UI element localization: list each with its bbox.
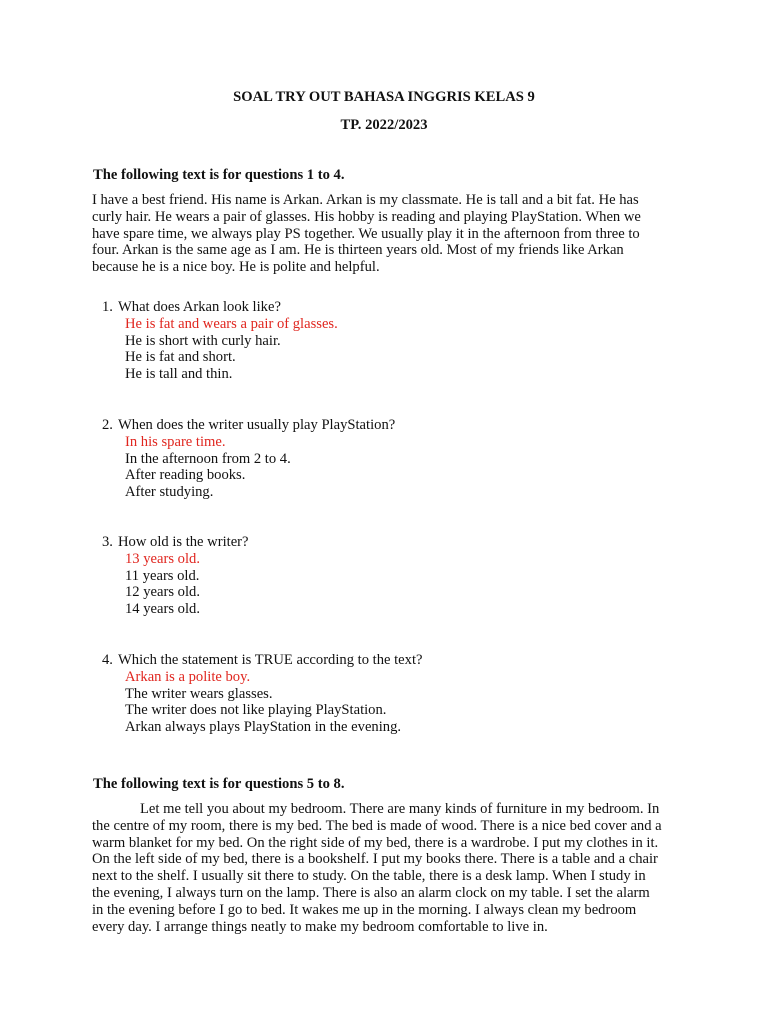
section1-heading: The following text is for questions 1 to 4. — [93, 167, 345, 183]
passage-line: Let me tell you about my bedroom. There are many kinds of furniture in my bedroom. In — [140, 801, 660, 817]
question-2 — [102, 417, 395, 501]
answer-option-correct: 13 years old. — [125, 550, 200, 567]
passage-line: I have a best friend. His name is Arkan. Arkan is my classmate. He is tall and a bit fat. He has — [92, 192, 639, 208]
answer-option: 11 years old. — [125, 567, 200, 584]
passage-line: have spare time, we always play PS together. We usually play it in the afternoon from three to — [92, 225, 640, 242]
passage-line: curly hair. He wears a pair of glasses. His hobby is reading and playing PlayStation. When we — [92, 208, 641, 225]
answer-option: 12 years old. — [125, 584, 200, 601]
answer-option-correct: Arkan is a polite boy. — [125, 668, 251, 685]
answer-option: The writer does not like playing PlayStation. — [125, 702, 387, 719]
question-4 — [102, 652, 423, 736]
question-text: When does the writer usually play PlayStation? — [118, 417, 396, 433]
passage-line: the evening, I always turn on the lamp. There is also an alarm clock on my table. I set the alarm — [92, 884, 650, 901]
question-text: Which the statement is TRUE according to the text? — [118, 652, 423, 668]
answer-option-correct: He is fat and wears a pair of glasses. — [125, 315, 338, 332]
passage-line: the centre of my room, there is my bed. The bed is made of wood. There is a nice bed cover and a — [92, 817, 662, 834]
passage-line: On the left side of my bed, there is a bookshelf. I put my books there. There is a table and a chair — [92, 851, 658, 868]
reading-passage-1 — [92, 192, 712, 276]
question-1 — [102, 299, 338, 383]
answer-option: 14 years old. — [125, 601, 200, 618]
answer-option: He is short with curly hair. — [125, 332, 281, 349]
document-title: SOAL TRY OUT BAHASA INGGRIS KELAS 9 — [233, 89, 535, 105]
answer-option: After reading books. — [125, 467, 246, 484]
answer-option-correct: In his spare time. — [125, 433, 226, 450]
answer-option: In the afternoon from 2 to 4. — [125, 450, 291, 467]
passage-line: because he is a nice boy. He is polite and helpful. — [92, 259, 380, 276]
passage-line: every day. I arrange things neatly to make my bedroom comfortable to live in. — [92, 918, 548, 935]
section2-heading: The following text is for questions 5 to 8. — [93, 776, 345, 792]
passage-line: next to the shelf. I usually sit there to study. On the table, there is a desk lamp. When I study in — [92, 868, 646, 885]
question-number: 3. — [102, 534, 113, 550]
answer-option: The writer wears glasses. — [125, 685, 273, 702]
answer-option: Arkan always plays PlayStation in the evening. — [125, 719, 402, 736]
passage-line: four. Arkan is the same age as I am. He is thirteen years old. Most of my friends like Arkan — [92, 242, 624, 259]
answer-option: After studying. — [125, 484, 214, 501]
question-text: What does Arkan look like? — [118, 299, 281, 315]
question-number: 2. — [102, 417, 113, 433]
answer-option: He is fat and short. — [125, 349, 236, 366]
reading-passage-2 — [92, 801, 712, 935]
question-text: How old is the writer? — [118, 534, 249, 550]
question-3 — [102, 534, 249, 618]
answer-option: He is tall and thin. — [125, 366, 233, 383]
question-number: 1. — [102, 299, 113, 315]
passage-line: warm blanket for my bed. On the right side of my bed, there is a wardrobe. I put my clothes in it. — [92, 834, 659, 851]
question-number: 4. — [102, 652, 113, 668]
academic-year: TP. 2022/2023 — [340, 117, 428, 133]
passage-line: in the evening before I go to bed. It wakes me up in the morning. I always clean my bedroom — [92, 901, 637, 918]
